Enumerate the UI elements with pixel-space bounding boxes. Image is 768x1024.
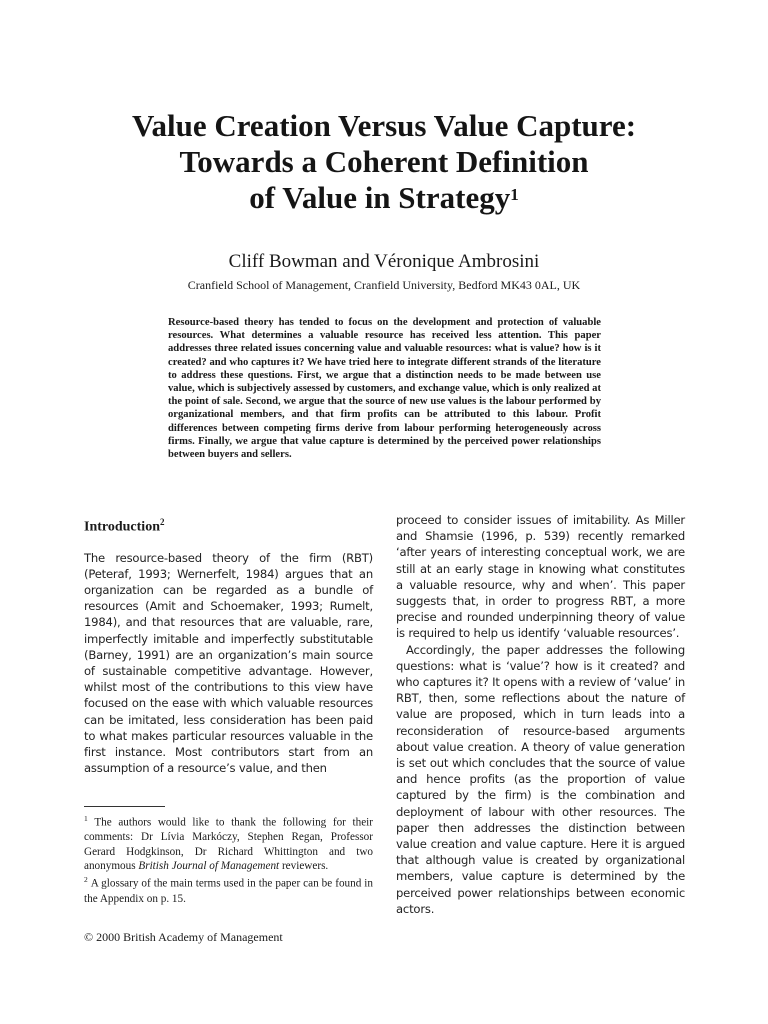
abstract: Resource-based theory has tended to focus on the development and protection of valuable resources. What determines a valuable resource has received less attention. This paper addresses three related issues concerning value and valuable resources: what is value? how is it created? and who captures it? We have tried here to integrate different strands of the literature to address these questions. First, we argue that a distinction needs to be made between use value, which is subjectively assessed by customers, and exchange value, which is only realized at the point of sale. Second, we argue that the source of new use values is the labour performed by organizational members, and that firm profits can be attributed to this labour. Profit differences between competing firms derive from labour performing heterogeneously across firms. Finally, we argue that value capture is determined by the perceived power relationships between buyers and sellers. (168, 317, 601, 461)
footnote-2 (84, 873, 373, 906)
right-column (396, 512, 685, 917)
footnote-1-mark: 1 (84, 814, 88, 823)
copyright-notice: © 2000 British Academy of Management (84, 930, 283, 944)
intro-paragraph-2: Accordingly, the paper addresses the following questions: what is ‘value’? how is it created? and who captures it? It opens with a review of ‘value’ in RBT, then, some reflections about the nature of value are proposed, which in turn leads into a reconsideration of resource-based arguments about value creation. A theory of value generation is set out which concludes that the source of value and hence profits (as the proportion of value captured by the firm) is the combination and deployment of labour with other resources. The paper then addresses the distinction between value creation and value capture. Here it is argued that although value is created by organizational members, value capture is determined by the perceived power relationships between economic actors. (396, 642, 685, 916)
title-footnote-mark: 1 (510, 185, 519, 204)
footnote-1 (84, 812, 373, 873)
footnote-1-journal: British Journal of Management (138, 859, 280, 872)
title-line-1: Value Creation Versus Value Capture: (131, 108, 637, 143)
title-line-2: Towards a Coherent Definition (179, 144, 589, 179)
title-line-3-text: of Value in Strategy (249, 180, 511, 215)
intro-paragraph-1: The resource-based theory of the firm (RBT) (Peteraf, 1993; Wernerfelt, 1984) argues that an organization can be regarded as a bundle of resources (Amit and Schoemaker, 1993; Rumelt, 1984), and that resources that are valuable, rare, imperfectly imitable and imperfectly substitutable (Barney, 1991) are an organization’s main source of sustainable competitive advantage. However, whilst most of the contributions to this view have focused on the ease with which valuable resources can be imitated, less consideration has been paid to what makes particular resources valuable in the first instance. Most contributors start from an assumption of a resource’s value, and then (84, 550, 373, 776)
section-heading-introduction (84, 512, 373, 538)
footnote-divider (84, 806, 165, 807)
intro-paragraph-1-continued: proceed to consider issues of imitability. As Miller and Shamsie (1996, p. 539) recently remarked ‘after years of interesting conceptual work, we are still at an early stage in knowing what constitutes a valuable resource, why and when’. This paper suggests that, in order to progress RBT, a more precise and rounded underpinning theory of value is required to help us identify ‘valuable resources’. (396, 513, 685, 641)
section-heading-footnote-mark: 2 (159, 517, 165, 527)
footnote-1-text-end: reviewers. (281, 859, 329, 872)
left-column (84, 512, 373, 777)
paper-title (0, 108, 768, 216)
footnote-1-text: The authors would like to thank the following for their comments: Dr Lívia Markóczy, Stephen Regan, Professor Gerard Hodgkinson, Dr Richard Whittington and two anonymous (84, 816, 373, 872)
footnote-2-text: A glossary of the main terms used in the paper can be found in the Appendix on p. 15. (84, 878, 373, 905)
author-affiliation: Cranfield School of Management, Cranfield University, Bedford MK43 0AL, UK (187, 278, 581, 292)
author-names: Cliff Bowman and Véronique Ambrosini (228, 251, 540, 272)
title-line-3 (0, 180, 768, 216)
footnotes (84, 812, 373, 906)
footnote-2-mark: 2 (84, 875, 88, 885)
section-heading-text: Introduction (84, 519, 160, 535)
